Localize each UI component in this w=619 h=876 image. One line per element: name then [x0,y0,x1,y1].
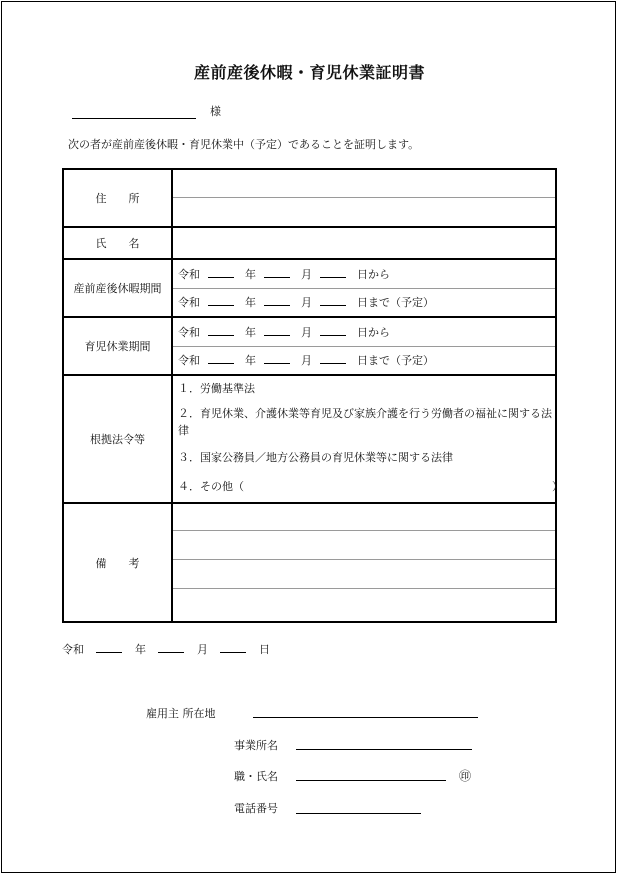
remarks-rule [173,559,555,560]
remarks-label: 備 考 [63,503,172,622]
seal-mark: ㊞ [459,769,472,783]
childcare-rule [173,346,555,347]
office-name-line[interactable] [296,749,472,750]
legal-basis-field[interactable] [172,375,563,503]
childcare-to-row: 令和 年 月 日まで（予定） [178,351,434,368]
address-rule [173,197,555,198]
remarks-row [63,503,556,622]
office-name-label: 事業所名 [234,739,278,752]
employer-label: 雇用主 所在地 [146,707,216,720]
address-row [63,169,556,227]
name-row [63,227,556,259]
childcare-from-row: 令和 年 月 日から [178,323,390,340]
legal-label: 根拠法令等 [63,375,172,503]
law-item[interactable]: ２．育児休業、介護休業等育児及び家族介護を行う労働者の福祉に関する法律 [178,407,552,437]
address-field[interactable] [172,169,556,227]
maternity-to-row: 令和 年 月 日まで（予定） [178,293,434,310]
law-item[interactable]: １．労働基準法 [178,382,255,395]
maternity-label: 産前産後休暇期間 [63,259,172,317]
page-title: 産前産後休暇・育児休業証明書 [193,63,425,82]
law-item[interactable]: ４．その他（ ） [178,480,563,493]
address-label: 住 所 [63,169,172,227]
title-name-label: 職・氏名 [234,770,278,783]
remarks-rule [173,588,555,589]
legal-row [63,375,556,503]
salutation: 様 [210,105,221,118]
maternity-period-field[interactable] [172,259,556,317]
name-field[interactable] [172,227,556,259]
recipient-name-line[interactable] [72,118,196,119]
title-name-line[interactable] [296,780,446,781]
employer-address-line[interactable] [253,717,478,718]
remarks-field[interactable] [172,503,556,622]
intro-text: 次の者が産前産後休暇・育児休業中（予定）であることを証明します。 [68,138,420,151]
law-item[interactable]: ３．国家公務員／地方公務員の育児休業等に関する法律 [178,451,453,464]
maternity-rule [173,288,555,289]
name-label: 氏 名 [63,227,172,259]
childcare-row [63,317,556,375]
childcare-label: 育児休業期間 [63,317,172,375]
maternity-row [63,259,556,317]
issue-date[interactable]: 令和 年 月 日 [62,640,270,657]
remarks-rule [173,530,555,531]
phone-label: 電話番号 [234,802,278,815]
phone-line[interactable] [296,813,421,814]
maternity-from-row: 令和 年 月 日から [178,265,390,282]
childcare-period-field[interactable] [172,317,556,375]
certificate-table [62,168,563,623]
